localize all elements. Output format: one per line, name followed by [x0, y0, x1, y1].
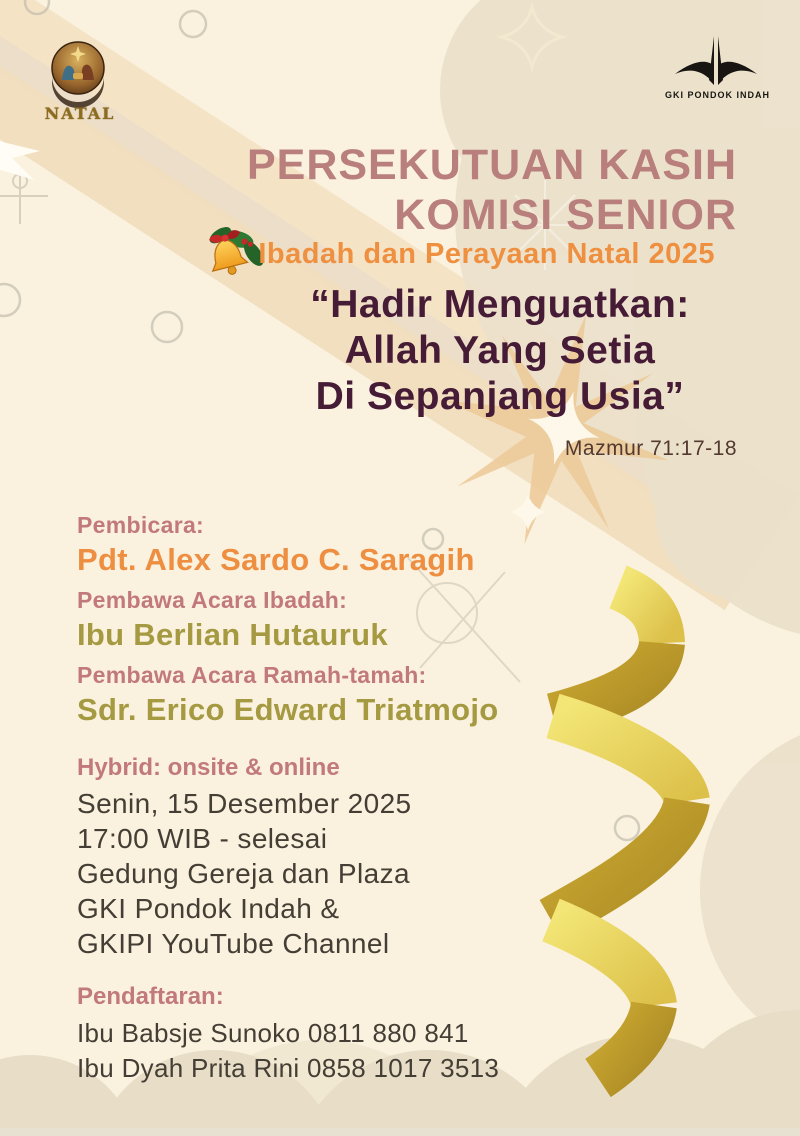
quote-line-1: “Hadir Menguatkan: [310, 283, 690, 326]
venue-line-1: Gedung Gereja dan Plaza [77, 858, 410, 889]
hybrid-mode-label: Hybrid: onsite & online [77, 754, 340, 781]
natal-badge [40, 36, 120, 123]
gki-logo-label: GKI PONDOK INDAH [664, 90, 770, 100]
event-time: 17:00 WIB - selesai [77, 823, 328, 854]
info-column [77, 512, 637, 1086]
poster-title [247, 140, 737, 240]
theme-quote [240, 282, 760, 420]
mc-fellowship-name: Sdr. Erico Edward Triatmojo [77, 692, 499, 727]
registration-contact-1: Ibu Babsje Sunoko 0811 880 841 [77, 1018, 469, 1048]
event-date: Senin, 15 Desember 2025 [77, 788, 412, 819]
quote-line-3: Di Sepanjang Usia” [315, 375, 685, 418]
venue-line-3: GKIPI YouTube Channel [77, 928, 390, 959]
speaker-name: Pdt. Alex Sardo C. Saragih [77, 542, 475, 577]
speaker-label: Pembicara: [77, 512, 205, 538]
mc-service-label: Pembawa Acara Ibadah: [77, 587, 348, 613]
gki-logo [655, 30, 780, 100]
registration-label: Pendaftaran: [77, 983, 224, 1010]
registration-contact-2: Ibu Dyah Prita Rini 0858 1017 3513 [77, 1053, 500, 1083]
mc-service-name: Ibu Berlian Hutauruk [77, 617, 388, 652]
venue-line-2: GKI Pondok Indah & [77, 893, 340, 924]
event-subtitle: Ibadah dan Perayaan Natal 2025 [258, 238, 715, 270]
title-line-2: KOMISI SENIOR [394, 191, 737, 239]
event-subtitle-row [258, 238, 715, 271]
quote-line-2: Allah Yang Setia [344, 329, 656, 372]
natal-badge-label: NATAL [44, 104, 116, 123]
verse-reference: Mazmur 71:17-18 [564, 437, 737, 460]
title-line-1: PERSEKUTUAN KASIH [246, 141, 737, 189]
mc-fellowship-label: Pembawa Acara Ramah-tamah: [77, 662, 427, 688]
